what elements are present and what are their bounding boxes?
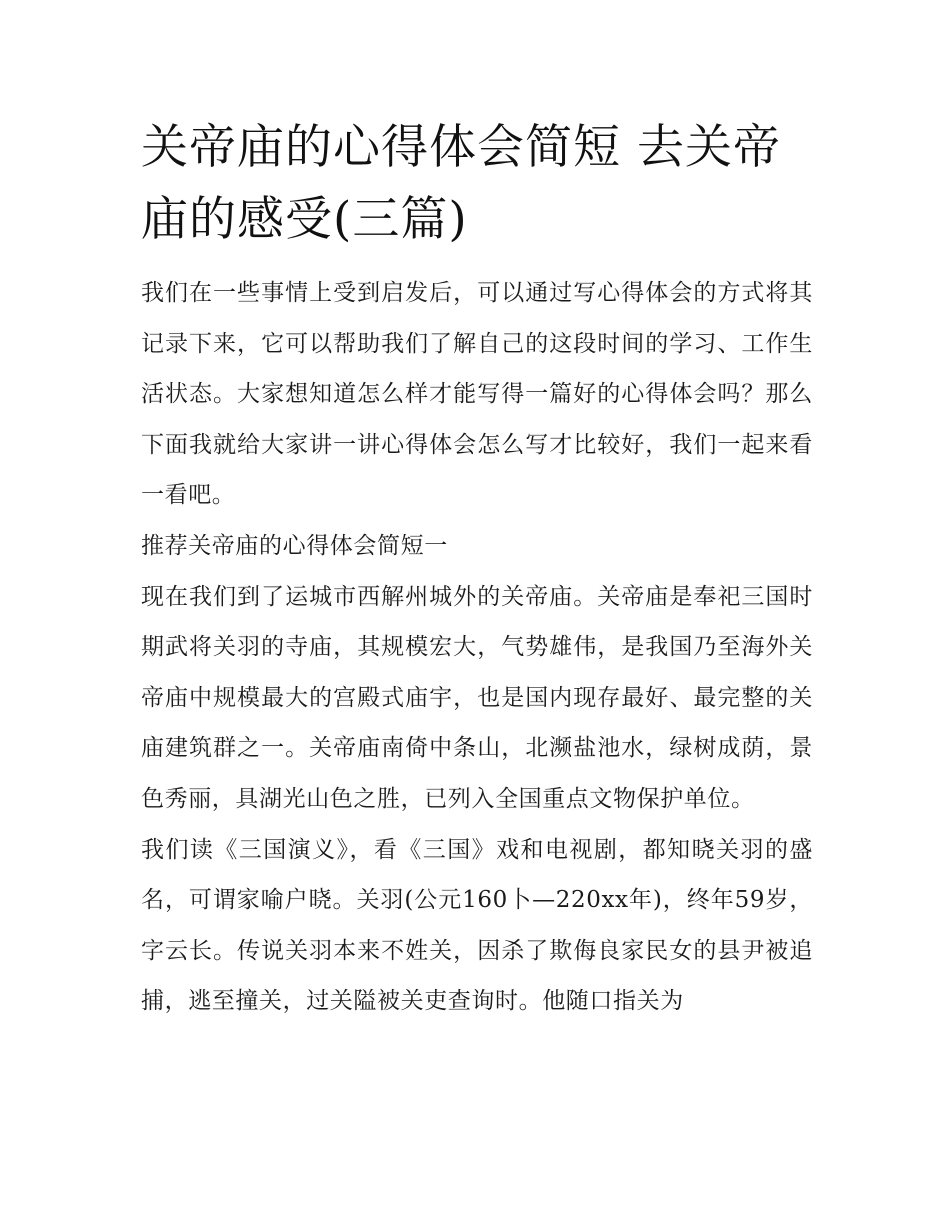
document-page — [141, 112, 813, 1027]
section-heading: 推荐关帝庙的心得体会简短一 — [141, 532, 448, 559]
document-title: 关帝庙的心得体会简短 去关帝庙的感受(三篇) — [141, 120, 781, 247]
intro-paragraph: 我们在一些事情上受到启发后，可以通过写心得体会的方式将其记录下来，它可以帮助我们了解自己的这段时间的学习、工作生活状态。大家想知道怎么样才能写得一篇好的心得体会吗？那么下面我就给大家讲一讲心得体会怎么写才比较好，我们一起来看一看吧。 — [141, 280, 813, 509]
body-paragraph: 现在我们到了运城市西解州城外的关帝庙。关帝庙是奉祀三国时期武将关羽的寺庙，其规模宏大，气势雄伟，是我国乃至海外关帝庙中规模最大的宫殿式庙宇，也是国内现存最好、最完整的关庙建筑群之一。关帝庙南倚中条山，北濒盐池水，绿树成荫，景色秀丽，具湖光山色之胜，已列入全国重点文物保护单位。 — [141, 583, 813, 812]
body-paragraph: 我们读《三国演义》，看《三国》戏和电视剧，都知晓关羽的盛名，可谓家喻户晓。关羽(公元160卜—220xx年)，终年59岁，字云长。传说关羽本来不姓关，因杀了欺侮良家民女的县尹被追捕，逃至撞关，过关隘被关吏查询时。他随口指关为 — [141, 836, 813, 1015]
document-body — [141, 268, 813, 1027]
